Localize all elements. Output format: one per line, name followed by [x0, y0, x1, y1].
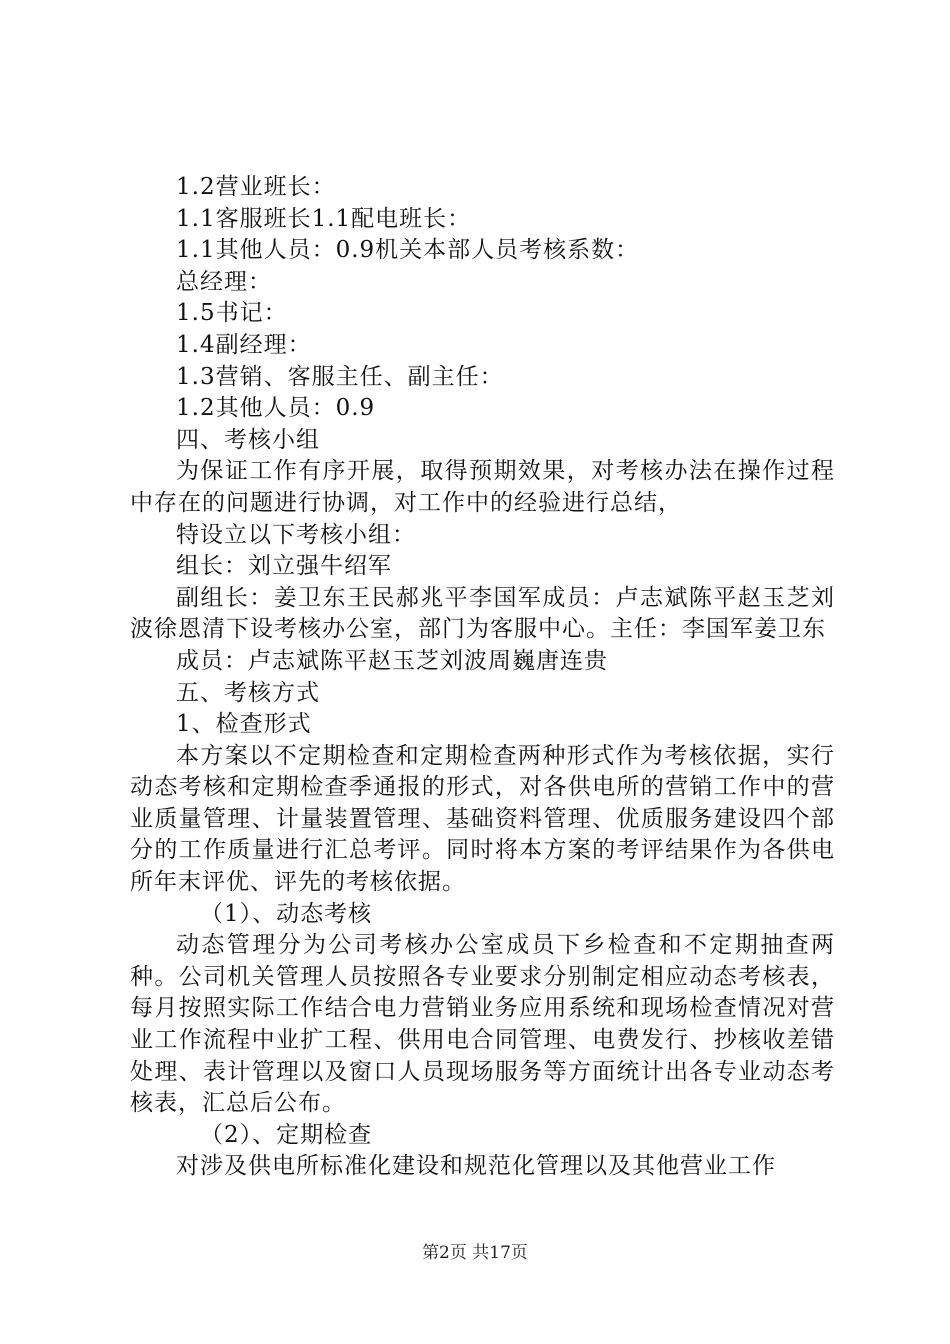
- paragraph-group-leader: 组长：刘立强牛绍军: [176, 553, 392, 580]
- paragraph-members: 成员：卢志斌陈平赵玉芝刘波周巍唐连贵: [176, 647, 608, 674]
- paragraph-dynamic-management: 动态管理分为公司考核办公室成员下乡检查和不定期抽查两种。公司机关管理人员按照各专业要求分别制定相应动态考核表，每月按照实际工作结合电力营销业务应用系统和现场检查情况对营业工作流程中业扩工程、供用电合同管理、电费发行、抄核收差错处理、表计管理以及窗口人员现场服务等方面统计出各专业动态考核表，汇总后公布。: [130, 932, 835, 1117]
- paragraph-service-leader: 1.1客服班长1.1配电班长：: [176, 205, 472, 232]
- subheading-inspection-form: 1、检查形式: [176, 711, 312, 738]
- paragraph-deputy-leaders: 副组长：姜卫东王民郝兆平李国军成员：卢志斌陈平赵玉芝刘波徐恩清下设考核办公室，部门为客服中心。主任：李国军姜卫东: [130, 584, 835, 643]
- subheading-periodic-inspection: （2）、定期检查: [200, 1121, 373, 1148]
- subheading-dynamic-assessment: （1）、动态考核: [200, 900, 373, 927]
- paragraph-group-setup: 特设立以下考核小组：: [176, 521, 416, 548]
- paragraph-purpose: 为保证工作有序开展，取得预期效果，对考核办法在操作过程中存在的问题进行协调，对工作中的经验进行总结，: [130, 458, 835, 516]
- paragraph-directors: 1.3营销、客服主任、副主任：: [176, 363, 504, 390]
- paragraph-secretary: 1.5书记：: [176, 300, 288, 327]
- section-heading-assessment-method: 五、考核方式: [176, 679, 320, 706]
- paragraph-periodic-inspection: 对涉及供电所标准化建设和规范化管理以及其他营业工作: [176, 1153, 776, 1180]
- paragraph-other-staff-coefficient: 1.1其他人员：0.9机关本部人员考核系数：: [176, 237, 640, 264]
- paragraph-plan-description: 本方案以不定期检查和定期检查两种形式作为考核依据，实行动态考核和定期检查季通报的形式，对各供电所的营销工作中的营业质量管理、计量装置管理、基础资料管理、优质服务建设四个部分的工作质量进行汇总考评。同时将本方案的考评结果作为各供电所年末评优、评先的考核依据。: [130, 742, 835, 896]
- paragraph-business-leader: 1.2营业班长：: [176, 174, 336, 200]
- page-number-footer: 第2页 共17页: [422, 1243, 528, 1263]
- document-body: [130, 172, 835, 1183]
- paragraph-deputy-manager: 1.4副经理：: [176, 331, 312, 358]
- section-heading-assessment-group: 四、考核小组: [176, 426, 320, 453]
- paragraph-general-manager: 总经理：: [176, 268, 272, 295]
- paragraph-other-staff: 1.2其他人员：0.9: [176, 395, 376, 422]
